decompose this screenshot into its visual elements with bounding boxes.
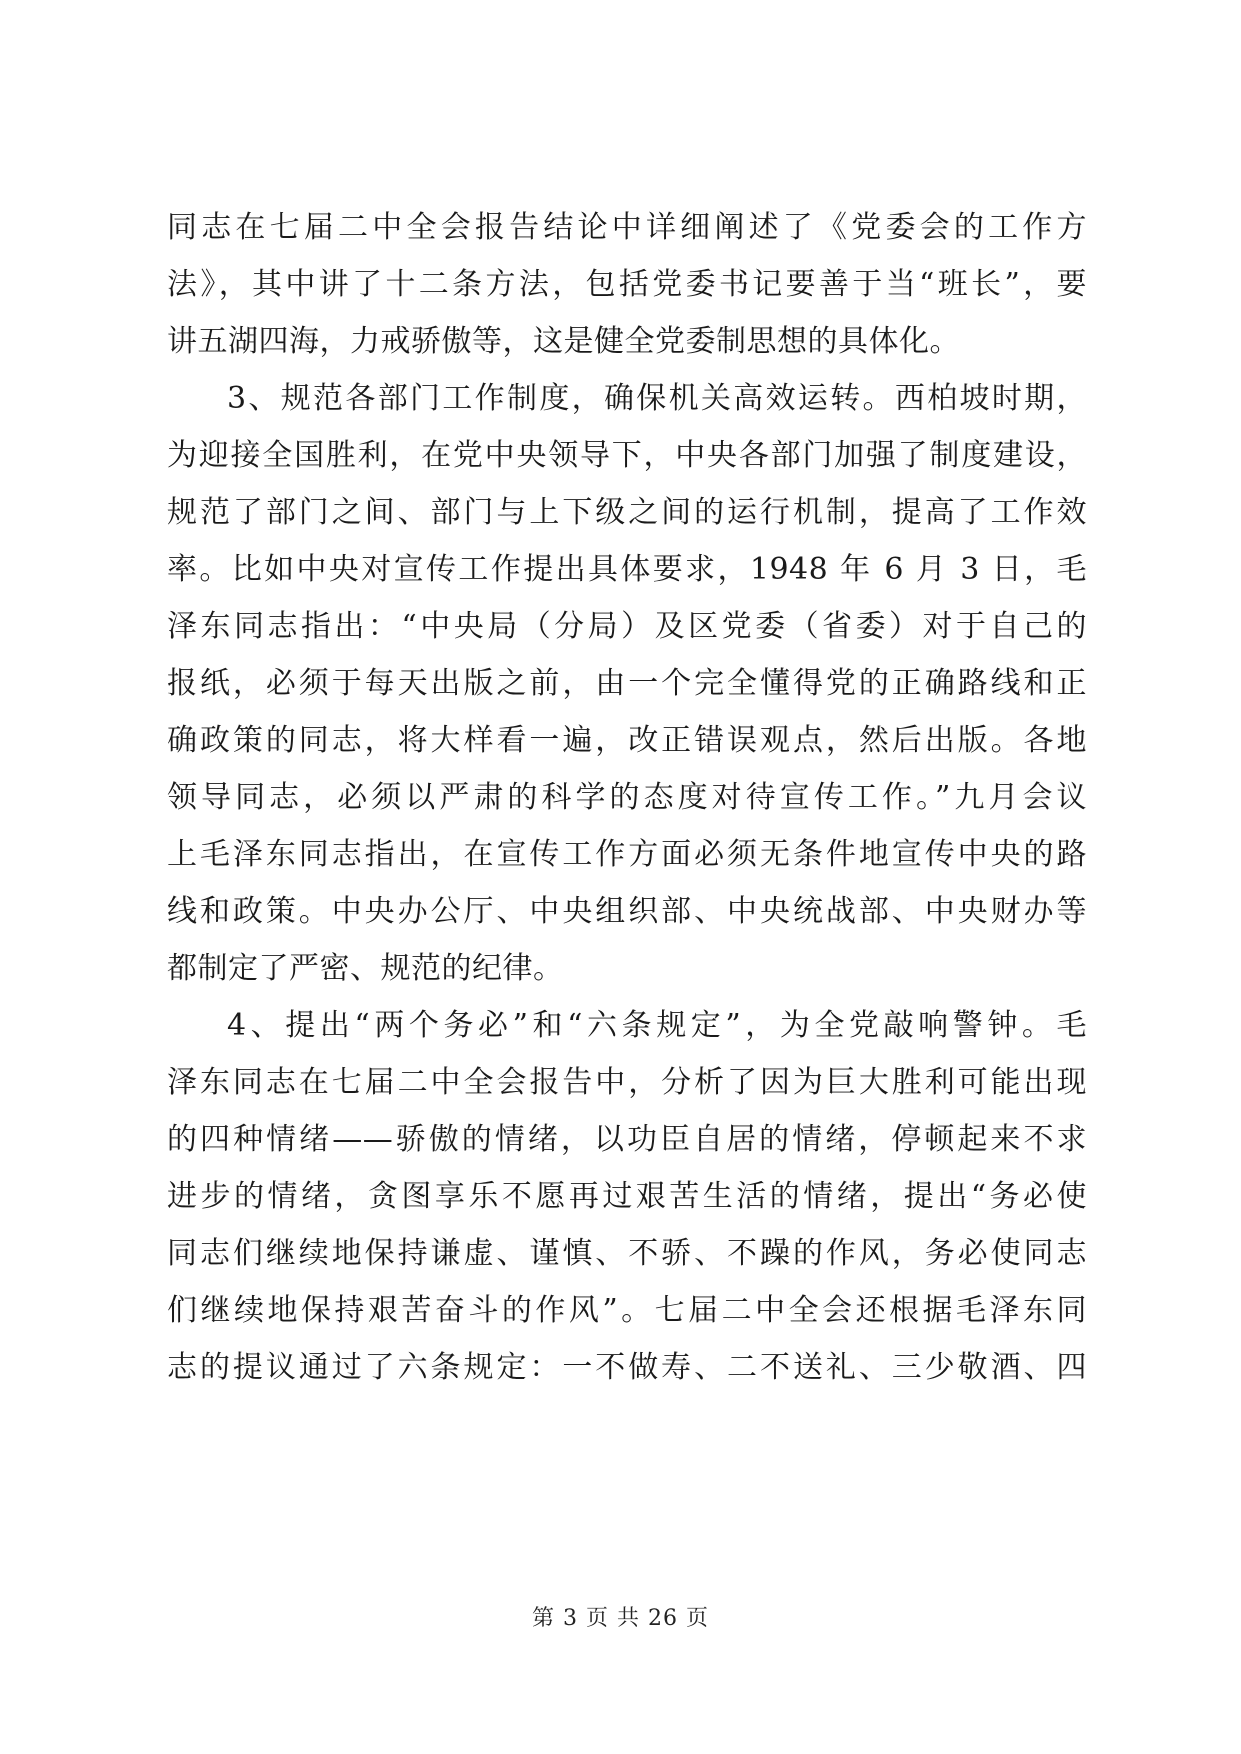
body-line-19: 同志们继续地保持谦虚、谨慎、不骄、不躁的作风，务必使同志: [167, 1236, 1087, 1271]
body-line-12: 上毛泽东同志指出，在宣传工作方面必须无条件地宣传中央的路: [167, 837, 1087, 872]
body-line-3: 讲五湖四海，力戒骄傲等，这是健全党委制思想的具体化。: [167, 324, 960, 359]
body-line-18: 进步的情绪，贪图享乐不愿再过艰苦生活的情绪，提出“务必使: [167, 1179, 1087, 1214]
body-line-16: 泽东同志在七届二中全会报告中，分析了因为巨大胜利可能出现: [167, 1065, 1087, 1100]
body-line-8: 泽东同志指出：“中央局（分局）及区党委（省委）对于自己的: [167, 609, 1087, 644]
body-line-17: 的四种情绪——骄傲的情绪，以功臣自居的情绪，停顿起来不求: [167, 1122, 1087, 1157]
page-number-footer: 第 3 页 共 26 页: [532, 1606, 709, 1631]
body-line-2: 法》，其中讲了十二条方法，包括党委书记要善于当“班长”，要: [167, 267, 1087, 302]
body-line-6: 规范了部门之间、部门与上下级之间的运行机制，提高了工作效: [167, 495, 1087, 530]
section-4-heading-line: 4、提出“两个务必”和“六条规定”，为全党敲响警钟。毛: [227, 1008, 1087, 1043]
body-line-9: 报纸，必须于每天出版之前，由一个完全懂得党的正确路线和正: [167, 666, 1087, 701]
body-line-20: 们继续地保持艰苦奋斗的作风”。七届二中全会还根据毛泽东同: [167, 1293, 1087, 1328]
body-line-14: 都制定了严密、规范的纪律。: [167, 951, 564, 986]
body-line-5: 为迎接全国胜利，在党中央领导下，中央各部门加强了制度建设，: [167, 438, 1087, 473]
body-line-1: 同志在七届二中全会报告结论中详细阐述了《党委会的工作方: [167, 210, 1087, 245]
body-line-10: 确政策的同志，将大样看一遍，改正错误观点，然后出版。各地: [167, 723, 1087, 758]
body-line-7: 率。比如中央对宣传工作提出具体要求，1948 年 6 月 3 日，毛: [167, 552, 1087, 587]
body-line-21: 志的提议通过了六条规定：一不做寿、二不送礼、三少敬酒、四: [167, 1350, 1087, 1385]
body-line-11: 领导同志，必须以严肃的科学的态度对待宣传工作。”九月会议: [167, 780, 1087, 815]
body-line-13: 线和政策。中央办公厅、中央组织部、中央统战部、中央财办等: [167, 894, 1087, 929]
section-3-heading-line: 3、规范各部门工作制度，确保机关高效运转。西柏坡时期，: [227, 381, 1087, 416]
